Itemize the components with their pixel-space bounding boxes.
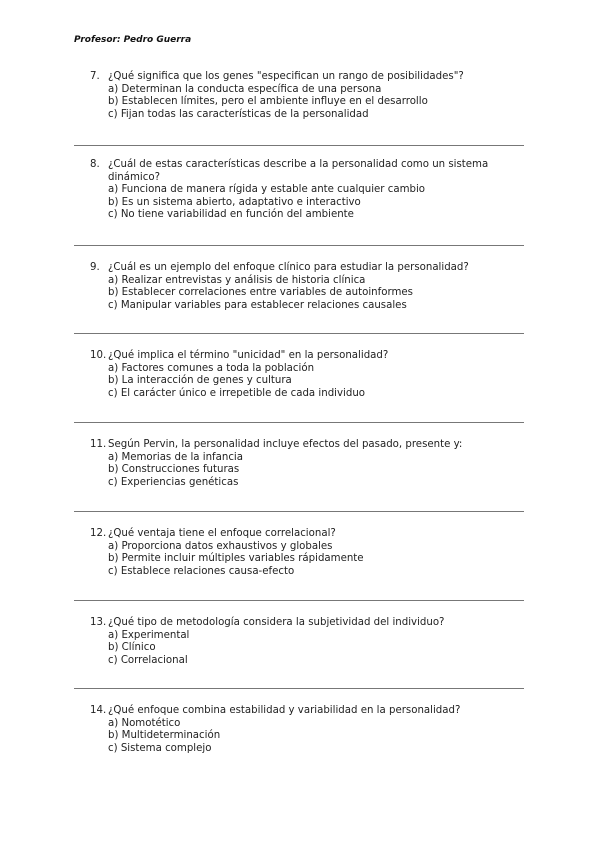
question-11 [90,439,530,489]
divider [74,245,524,246]
question-text: Según Pervin, la personalidad incluye efectos del pasado, presente y: [108,439,463,450]
question-number: 14. [90,705,107,716]
question-number: 8. [90,159,100,170]
option-c: c) Manipular variables para establecer relaciones causales [108,299,407,311]
option-list [108,452,530,490]
option-b: b) Multideterminación [108,730,221,742]
question-text: ¿Qué enfoque combina estabilidad y variabilidad en la personalidad? [108,705,461,716]
question-8 [90,159,530,222]
question-14 [90,705,530,755]
divider [74,600,524,601]
question-9 [90,262,530,312]
question-12 [90,528,530,578]
option-a: a) Nomotético [108,717,181,729]
question-number: 7. [90,71,100,82]
option-list [108,84,530,122]
option-b: b) Es un sistema abierto, adaptativo e interactivo [108,196,361,208]
divider [74,688,524,689]
option-a: a) Realizar entrevistas y análisis de historia clínica [108,274,366,286]
option-c: c) El carácter único e irrepetible de cada individuo [108,387,366,399]
divider [74,511,524,512]
question-number: 9. [90,262,100,273]
option-a: a) Factores comunes a toda la población [108,362,315,374]
question-text: ¿Qué implica el término "unicidad" en la personalidad? [108,350,389,361]
option-a: a) Funciona de manera rígida y estable ante cualquier cambio [108,184,426,196]
option-c: c) Experiencias genéticas [108,476,239,488]
divider [74,145,524,146]
option-list [108,184,530,222]
question-text: ¿Qué significa que los genes "especifican un rango de posibilidades"? [108,71,464,82]
question-text: ¿Qué tipo de metodología considera la subjetividad del individuo? [108,617,445,628]
question-number: 10. [90,350,107,361]
option-a: a) Determinan la conducta específica de una persona [108,83,382,95]
question-10 [90,350,530,400]
option-b: b) Clínico [108,642,156,654]
option-c: c) Correlacional [108,654,188,666]
question-text: ¿Cuál de estas características describe a la personalidad como un sistema dinámico? [108,159,489,183]
question-13 [90,617,530,667]
option-list [108,275,530,313]
question-number: 12. [90,528,107,539]
option-b: b) Permite incluir múltiples variables rápidamente [108,553,364,565]
option-list [108,630,530,668]
option-c: c) Sistema complejo [108,742,212,754]
question-text: ¿Qué ventaja tiene el enfoque correlacional? [108,528,336,539]
option-b: b) Establecen límites, pero el ambiente influye en el desarrollo [108,96,428,108]
divider [74,422,524,423]
option-list [108,363,530,401]
option-a: a) Proporciona datos exhaustivos y globales [108,540,333,552]
option-c: c) Fijan todas las características de la personalidad [108,108,369,120]
option-list [108,718,530,756]
question-number: 13. [90,617,107,628]
option-c: c) Establece relaciones causa-efecto [108,565,295,577]
option-a: a) Experimental [108,629,190,641]
question-7 [90,71,530,121]
option-a: a) Memorias de la infancia [108,451,244,463]
professor-header: Profesor: Pedro Guerra [74,35,192,45]
option-b: b) La interacción de genes y cultura [108,375,292,387]
question-number: 11. [90,439,107,450]
option-b: b) Construcciones futuras [108,464,240,476]
option-c: c) No tiene variabilidad en función del ambiente [108,209,354,221]
question-text: ¿Cuál es un ejemplo del enfoque clínico para estudiar la personalidad? [108,262,469,273]
option-list [108,541,530,579]
divider [74,333,524,334]
option-b: b) Establecer correlaciones entre variables de autoinformes [108,287,413,299]
